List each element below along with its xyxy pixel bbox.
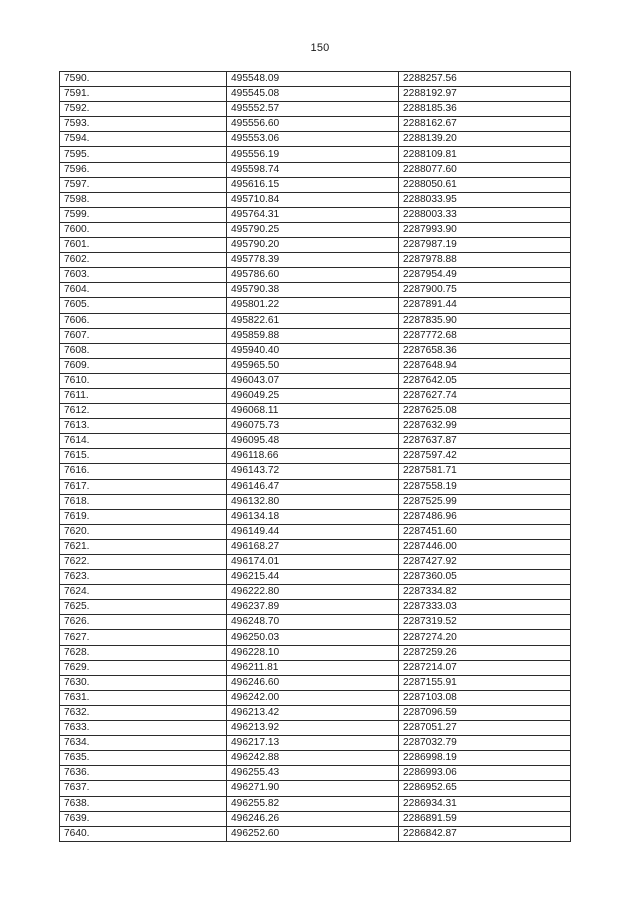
x-coordinate-cell: 496255.43 <box>227 766 399 781</box>
point-number-cell: 7638. <box>60 796 227 811</box>
y-coordinate-cell: 2288162.67 <box>399 117 571 132</box>
y-coordinate-cell: 2287835.90 <box>399 313 571 328</box>
table-row <box>60 419 571 434</box>
x-coordinate-cell: 496242.00 <box>227 690 399 705</box>
point-number-cell: 7637. <box>60 781 227 796</box>
table-row <box>60 388 571 403</box>
y-coordinate-cell: 2286993.06 <box>399 766 571 781</box>
y-coordinate-cell: 2287891.44 <box>399 298 571 313</box>
y-coordinate-cell: 2287051.27 <box>399 721 571 736</box>
x-coordinate-cell: 496211.81 <box>227 660 399 675</box>
x-coordinate-cell: 495545.08 <box>227 87 399 102</box>
point-number-cell: 7631. <box>60 690 227 705</box>
y-coordinate-cell: 2287900.75 <box>399 283 571 298</box>
point-number-cell: 7613. <box>60 419 227 434</box>
table-row <box>60 117 571 132</box>
x-coordinate-cell: 496228.10 <box>227 645 399 660</box>
table-row <box>60 826 571 841</box>
x-coordinate-cell: 495786.60 <box>227 268 399 283</box>
point-number-cell: 7619. <box>60 509 227 524</box>
point-number-cell: 7627. <box>60 630 227 645</box>
point-number-cell: 7628. <box>60 645 227 660</box>
y-coordinate-cell: 2288109.81 <box>399 147 571 162</box>
x-coordinate-cell: 496250.03 <box>227 630 399 645</box>
coordinates-table <box>59 71 571 842</box>
table-row <box>60 570 571 585</box>
x-coordinate-cell: 496248.70 <box>227 615 399 630</box>
x-coordinate-cell: 495790.20 <box>227 238 399 253</box>
x-coordinate-cell: 495556.19 <box>227 147 399 162</box>
point-number-cell: 7624. <box>60 585 227 600</box>
y-coordinate-cell: 2287581.71 <box>399 464 571 479</box>
y-coordinate-cell: 2288033.95 <box>399 192 571 207</box>
point-number-cell: 7594. <box>60 132 227 147</box>
x-coordinate-cell: 496237.89 <box>227 600 399 615</box>
table-row <box>60 660 571 675</box>
table-row <box>60 464 571 479</box>
table-row <box>60 358 571 373</box>
table-row <box>60 87 571 102</box>
table-row <box>60 690 571 705</box>
table-row <box>60 449 571 464</box>
y-coordinate-cell: 2287597.42 <box>399 449 571 464</box>
x-coordinate-cell: 495778.39 <box>227 253 399 268</box>
table-row <box>60 645 571 660</box>
point-number-cell: 7599. <box>60 207 227 222</box>
y-coordinate-cell: 2287772.68 <box>399 328 571 343</box>
point-number-cell: 7592. <box>60 102 227 117</box>
y-coordinate-cell: 2287637.87 <box>399 434 571 449</box>
y-coordinate-cell: 2287360.05 <box>399 570 571 585</box>
table-row <box>60 751 571 766</box>
table-row <box>60 72 571 87</box>
x-coordinate-cell: 495598.74 <box>227 162 399 177</box>
table-row <box>60 192 571 207</box>
x-coordinate-cell: 495790.25 <box>227 222 399 237</box>
coordinates-table-body <box>60 72 571 842</box>
table-row <box>60 555 571 570</box>
point-number-cell: 7626. <box>60 615 227 630</box>
point-number-cell: 7615. <box>60 449 227 464</box>
y-coordinate-cell: 2287446.00 <box>399 539 571 554</box>
y-coordinate-cell: 2286998.19 <box>399 751 571 766</box>
y-coordinate-cell: 2287642.05 <box>399 373 571 388</box>
table-row <box>60 524 571 539</box>
point-number-cell: 7640. <box>60 826 227 841</box>
x-coordinate-cell: 496242.88 <box>227 751 399 766</box>
point-number-cell: 7623. <box>60 570 227 585</box>
point-number-cell: 7608. <box>60 343 227 358</box>
table-row <box>60 132 571 147</box>
x-coordinate-cell: 495553.06 <box>227 132 399 147</box>
point-number-cell: 7639. <box>60 811 227 826</box>
point-number-cell: 7596. <box>60 162 227 177</box>
y-coordinate-cell: 2287155.91 <box>399 675 571 690</box>
table-row <box>60 721 571 736</box>
y-coordinate-cell: 2287259.26 <box>399 645 571 660</box>
point-number-cell: 7600. <box>60 222 227 237</box>
x-coordinate-cell: 495859.88 <box>227 328 399 343</box>
point-number-cell: 7612. <box>60 404 227 419</box>
y-coordinate-cell: 2287658.36 <box>399 343 571 358</box>
x-coordinate-cell: 496043.07 <box>227 373 399 388</box>
y-coordinate-cell: 2287103.08 <box>399 690 571 705</box>
point-number-cell: 7595. <box>60 147 227 162</box>
y-coordinate-cell: 2287525.99 <box>399 494 571 509</box>
y-coordinate-cell: 2287214.07 <box>399 660 571 675</box>
table-row <box>60 434 571 449</box>
x-coordinate-cell: 496149.44 <box>227 524 399 539</box>
x-coordinate-cell: 495801.22 <box>227 298 399 313</box>
table-row <box>60 781 571 796</box>
y-coordinate-cell: 2288185.36 <box>399 102 571 117</box>
y-coordinate-cell: 2287486.96 <box>399 509 571 524</box>
y-coordinate-cell: 2288077.60 <box>399 162 571 177</box>
point-number-cell: 7617. <box>60 479 227 494</box>
table-row <box>60 705 571 720</box>
table-row <box>60 222 571 237</box>
y-coordinate-cell: 2288257.56 <box>399 72 571 87</box>
point-number-cell: 7632. <box>60 705 227 720</box>
table-row <box>60 630 571 645</box>
table-row <box>60 736 571 751</box>
y-coordinate-cell: 2287427.92 <box>399 555 571 570</box>
y-coordinate-cell: 2287993.90 <box>399 222 571 237</box>
y-coordinate-cell: 2288139.20 <box>399 132 571 147</box>
y-coordinate-cell: 2287096.59 <box>399 705 571 720</box>
y-coordinate-cell: 2287319.52 <box>399 615 571 630</box>
point-number-cell: 7614. <box>60 434 227 449</box>
x-coordinate-cell: 496255.82 <box>227 796 399 811</box>
table-row <box>60 268 571 283</box>
y-coordinate-cell: 2286891.59 <box>399 811 571 826</box>
table-row <box>60 253 571 268</box>
y-coordinate-cell: 2286952.65 <box>399 781 571 796</box>
table-row <box>60 298 571 313</box>
table-row <box>60 766 571 781</box>
table-row <box>60 585 571 600</box>
x-coordinate-cell: 495764.31 <box>227 207 399 222</box>
x-coordinate-cell: 496252.60 <box>227 826 399 841</box>
point-number-cell: 7597. <box>60 177 227 192</box>
point-number-cell: 7620. <box>60 524 227 539</box>
point-number-cell: 7601. <box>60 238 227 253</box>
y-coordinate-cell: 2287032.79 <box>399 736 571 751</box>
table-row <box>60 373 571 388</box>
table-row <box>60 479 571 494</box>
y-coordinate-cell: 2287334.82 <box>399 585 571 600</box>
x-coordinate-cell: 496132.80 <box>227 494 399 509</box>
table-row <box>60 283 571 298</box>
x-coordinate-cell: 496174.01 <box>227 555 399 570</box>
point-number-cell: 7602. <box>60 253 227 268</box>
x-coordinate-cell: 495548.09 <box>227 72 399 87</box>
point-number-cell: 7616. <box>60 464 227 479</box>
point-number-cell: 7609. <box>60 358 227 373</box>
point-number-cell: 7605. <box>60 298 227 313</box>
y-coordinate-cell: 2287558.19 <box>399 479 571 494</box>
table-row <box>60 177 571 192</box>
table-row <box>60 796 571 811</box>
x-coordinate-cell: 496095.48 <box>227 434 399 449</box>
point-number-cell: 7604. <box>60 283 227 298</box>
x-coordinate-cell: 496213.92 <box>227 721 399 736</box>
x-coordinate-cell: 495556.60 <box>227 117 399 132</box>
x-coordinate-cell: 496146.47 <box>227 479 399 494</box>
x-coordinate-cell: 496134.18 <box>227 509 399 524</box>
x-coordinate-cell: 496143.72 <box>227 464 399 479</box>
x-coordinate-cell: 496246.60 <box>227 675 399 690</box>
y-coordinate-cell: 2287333.03 <box>399 600 571 615</box>
point-number-cell: 7634. <box>60 736 227 751</box>
table-row <box>60 811 571 826</box>
x-coordinate-cell: 496271.90 <box>227 781 399 796</box>
x-coordinate-cell: 496075.73 <box>227 419 399 434</box>
x-coordinate-cell: 495790.38 <box>227 283 399 298</box>
y-coordinate-cell: 2287625.08 <box>399 404 571 419</box>
x-coordinate-cell: 496049.25 <box>227 388 399 403</box>
y-coordinate-cell: 2287274.20 <box>399 630 571 645</box>
point-number-cell: 7591. <box>60 87 227 102</box>
x-coordinate-cell: 495552.57 <box>227 102 399 117</box>
x-coordinate-cell: 496215.44 <box>227 570 399 585</box>
point-number-cell: 7590. <box>60 72 227 87</box>
point-number-cell: 7625. <box>60 600 227 615</box>
x-coordinate-cell: 496246.26 <box>227 811 399 826</box>
y-coordinate-cell: 2286934.31 <box>399 796 571 811</box>
table-row <box>60 539 571 554</box>
x-coordinate-cell: 496168.27 <box>227 539 399 554</box>
x-coordinate-cell: 495616.15 <box>227 177 399 192</box>
point-number-cell: 7606. <box>60 313 227 328</box>
table-row <box>60 147 571 162</box>
y-coordinate-cell: 2287451.60 <box>399 524 571 539</box>
x-coordinate-cell: 496068.11 <box>227 404 399 419</box>
x-coordinate-cell: 495710.84 <box>227 192 399 207</box>
y-coordinate-cell: 2288003.33 <box>399 207 571 222</box>
page-number: 150 <box>310 42 330 54</box>
y-coordinate-cell: 2287632.99 <box>399 419 571 434</box>
y-coordinate-cell: 2287978.88 <box>399 253 571 268</box>
y-coordinate-cell: 2287648.94 <box>399 358 571 373</box>
table-row <box>60 600 571 615</box>
point-number-cell: 7611. <box>60 388 227 403</box>
table-row <box>60 615 571 630</box>
table-row <box>60 102 571 117</box>
table-row <box>60 328 571 343</box>
x-coordinate-cell: 495822.61 <box>227 313 399 328</box>
x-coordinate-cell: 496213.42 <box>227 705 399 720</box>
y-coordinate-cell: 2287954.49 <box>399 268 571 283</box>
table-row <box>60 238 571 253</box>
table-row <box>60 509 571 524</box>
y-coordinate-cell: 2287627.74 <box>399 388 571 403</box>
point-number-cell: 7618. <box>60 494 227 509</box>
y-coordinate-cell: 2287987.19 <box>399 238 571 253</box>
table-row <box>60 313 571 328</box>
point-number-cell: 7636. <box>60 766 227 781</box>
x-coordinate-cell: 496118.66 <box>227 449 399 464</box>
table-row <box>60 162 571 177</box>
point-number-cell: 7630. <box>60 675 227 690</box>
y-coordinate-cell: 2288192.97 <box>399 87 571 102</box>
table-row <box>60 343 571 358</box>
table-row <box>60 675 571 690</box>
point-number-cell: 7598. <box>60 192 227 207</box>
y-coordinate-cell: 2288050.61 <box>399 177 571 192</box>
point-number-cell: 7593. <box>60 117 227 132</box>
point-number-cell: 7633. <box>60 721 227 736</box>
y-coordinate-cell: 2286842.87 <box>399 826 571 841</box>
point-number-cell: 7635. <box>60 751 227 766</box>
point-number-cell: 7607. <box>60 328 227 343</box>
point-number-cell: 7621. <box>60 539 227 554</box>
table-row <box>60 404 571 419</box>
point-number-cell: 7622. <box>60 555 227 570</box>
x-coordinate-cell: 496222.80 <box>227 585 399 600</box>
x-coordinate-cell: 495940.40 <box>227 343 399 358</box>
point-number-cell: 7629. <box>60 660 227 675</box>
table-row <box>60 494 571 509</box>
table-row <box>60 207 571 222</box>
point-number-cell: 7603. <box>60 268 227 283</box>
x-coordinate-cell: 495965.50 <box>227 358 399 373</box>
point-number-cell: 7610. <box>60 373 227 388</box>
x-coordinate-cell: 496217.13 <box>227 736 399 751</box>
